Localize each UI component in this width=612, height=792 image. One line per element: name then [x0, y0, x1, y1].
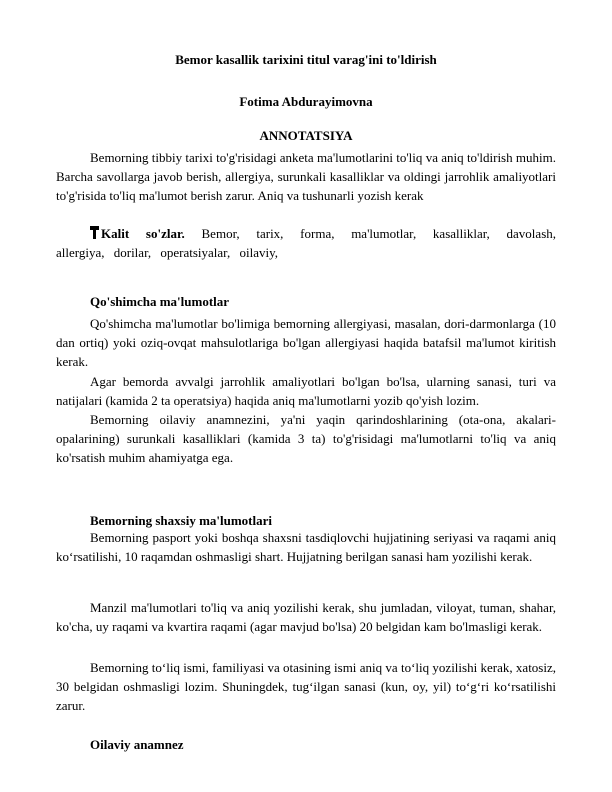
keywords-paragraph — [56, 224, 556, 262]
personal-paragraph-2: Manzil ma'lumotlari to'liq va aniq yozilishi kerak, shu jumladan, viloyat, tuman, shahar, ko'cha, uy raqami va kvartira raqami (agar mavjud bo'lsa) 20 belgidan kam bo'lmasligi kerak. — [56, 600, 556, 634]
author-name: Fotima Abdurayimovna — [239, 94, 373, 109]
personal-paragraph-1: Bemorning pasport yoki boshqa shaxsni tasdiqlovchi hujjatining seriyasi va raqami aniq ko‘rsatilishi, 10 raqamdan oshmasligi shart. Hujjatning berilgan sanasi ham yozilishi kerak. — [56, 530, 556, 564]
annotation-heading-text: ANNOTATSIYA — [259, 128, 353, 143]
annotation-text: Bemorning tibbiy tarixi to'g'risidagi anketa ma'lumotlarini to'liq va aniq to'ldirish muhim. Barcha savollarga javob berish, allergiya, surunkali kasalliklar va oldingi jarrohlik amaliyotlari to'g'risida to'liq ma'lumot berish zarur. Aniq va tushunarli yozish kerak — [56, 150, 556, 203]
section-heading-personal: Bemorning shaxsiy ma'lumotlari — [90, 513, 273, 528]
section-heading-additional: Qo'shimcha ma'lumotlar — [90, 294, 230, 309]
additional-paragraph-1: Qo'shimcha ma'lumotlar bo'limiga bemorning allergiyasi, masalan, dori-darmonlarga (10 dan ortiq) yoki oziq-ovqat mahsulotlariga bo'lgan allergiyasi haqida batafsil ma'lumot kiritish kerak. — [56, 316, 556, 369]
personal-paragraph-3: Bemorning to‘liq ismi, familiyasi va otasining ismi aniq va to‘liq yozilishi kerak, xatosiz, 30 belgidan oshmasligi lozim. Shuningdek, tug‘ilgan sanasi (kun, oy, yil) to‘g‘ri ko‘rsatilishi zarur. — [56, 660, 556, 713]
keywords-text: Bemor, tarix, forma, ma'lumotlar, kasalliklar, davolash, allergiya, dorilar, operatsiyalar, oilaviy, — [56, 226, 556, 260]
annotation-heading — [0, 128, 612, 144]
additional-paragraph-2: Agar bemorda avvalgi jarrohlik amaliyotlari bo'lgan bo'lsa, ularning sanasi, turi va natijalari (kamida 2 ta operatsiya) haqida aniq ma'lumotlarni yozib qo'yish lozim. — [56, 374, 556, 408]
document-title: Bemor kasallik tarixini titul varag'ini to'ldirish — [175, 52, 437, 67]
additional-paragraph-3: Bemorning oilaviy anamnezini, ya'ni yaqin qarindoshlarining (ota-ona, akalari-opalarining) surunkali kasalliklari (kamida 3 ta) to'g'risidagi ma'lumotlarni to'liq va aniq ko'rsatish muhim ahamiyatga ega. — [56, 412, 556, 465]
section-heading-family: Oilaviy anamnez — [90, 737, 184, 752]
keywords-label: Kalit so'zlar. — [101, 226, 185, 241]
key-icon — [90, 226, 99, 239]
